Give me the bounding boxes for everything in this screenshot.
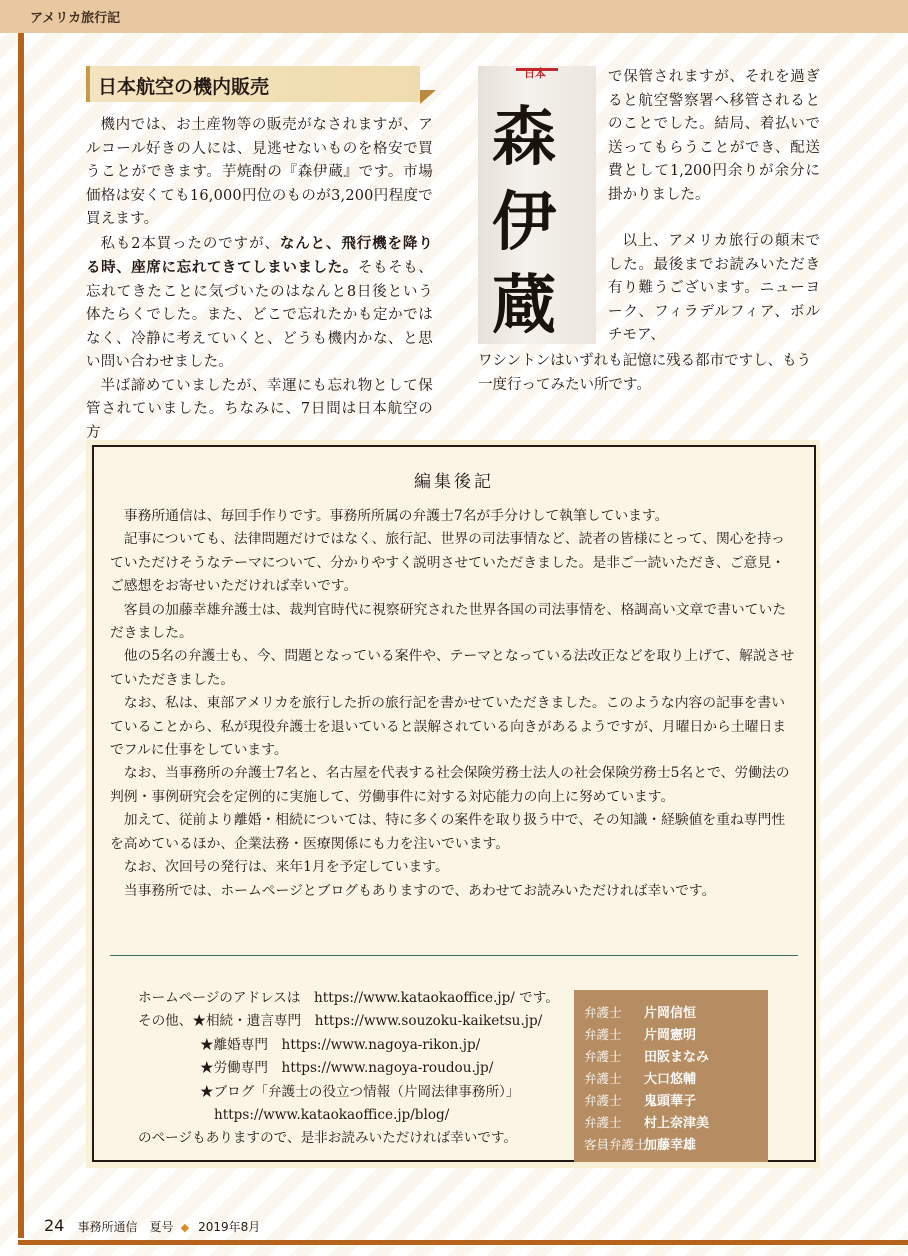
label-kanji-3: 蔵	[492, 268, 556, 343]
editorial-paragraph: 客員の加藤幸雄弁護士は、裁判官時代に視察研究された世界各国の司法事情を、格調高い文章で書いていただきました。	[110, 601, 787, 642]
editorial-paragraph: 加えて、従前より離婚・相続については、特に多くの案件を取り扱う中で、その知識・経験値を重ね専門性を高めているほか、企業法務・医療関係にも力を注いでいます。	[110, 812, 786, 852]
publication-name: 事務所通信 夏号	[77, 1220, 174, 1234]
article-heading	[86, 66, 420, 102]
homepage-link-line[interactable]: ホームページのアドレスは https://www.kataokaoffice.jp/ です。	[138, 990, 559, 1006]
roster-row	[584, 1024, 696, 1043]
issue-date: 2019年8月	[198, 1220, 261, 1234]
heading-ribbon-fold	[420, 90, 436, 104]
editorial-paragraph: なお、次回号の発行は、来年1月を予定しています。	[123, 859, 449, 876]
label-top-mark: 日本	[524, 67, 546, 80]
website-links	[138, 987, 578, 1151]
article-left-column	[86, 114, 433, 445]
roster-row	[584, 1002, 696, 1021]
label-kanji-1: 森	[492, 100, 556, 175]
text-run: 私も2本買ったのですが、	[100, 235, 280, 252]
roster-name: 片岡信恒	[644, 1006, 697, 1021]
paragraph: 半ば諦めていましたが、幸運にも忘れ物として保管されていました。ちなみに、7日間は日本航空の方	[86, 377, 433, 441]
roster-role: 客員弁護士	[584, 1137, 647, 1152]
paragraph: で保管されますが、それを過ぎると航空警察署へ移管されるとのことでした。結局、着払いで送ってもらうことができ、配送費として1,200円余りが余分に掛かりました。	[608, 69, 820, 203]
roster-name: 加藤幸雄	[644, 1138, 697, 1153]
page-footer	[44, 1216, 260, 1235]
roster-row	[584, 1090, 696, 1109]
editorial-paragraph: 当事務所では、ホームページとブログもありますので、あわせてお読みいただければ幸いです。	[123, 882, 716, 899]
page-number: 24	[44, 1216, 65, 1235]
editorial-box	[92, 445, 816, 1162]
roster-name: 鬼頭華子	[644, 1094, 697, 1109]
roster-role: 弁護士	[584, 1093, 622, 1108]
souzoku-link-line[interactable]: その他、★相続・遺言専門 https://www.souzoku-kaiketsu.jp/	[138, 1013, 543, 1030]
diamond-icon: ◆	[180, 1221, 190, 1234]
label-kanji-2: 伊	[492, 185, 556, 260]
roster-role: 弁護士	[584, 1115, 622, 1130]
roster-name: 大口悠輔	[644, 1072, 697, 1087]
bottom-accent-bar	[18, 1240, 908, 1245]
editorial-paragraph: なお、当事務所の弁護士7名と、名古屋を代表する社会保険労務士法人の社会保険労務士5名とで、労働法の判例・事例研究会を定例的に実施して、労働事件に対する対応能力の向上に努めています。	[110, 765, 790, 805]
roster-row	[584, 1112, 709, 1131]
series-title: アメリカ旅行記	[30, 11, 121, 26]
roudou-link-line[interactable]: ★労働専門 https://www.nagoya-roudou.jp/	[200, 1060, 494, 1077]
divider	[110, 955, 798, 956]
sake-bottle-label-photo	[478, 66, 596, 344]
article-right-column	[608, 66, 820, 348]
editorial-paragraph: 事務所通信は、毎回手作りです。事務所所属の弁護士7名が手分けして執筆しています。	[123, 508, 669, 524]
roster-role: 弁護士	[584, 1027, 622, 1042]
roster-row	[584, 1068, 696, 1087]
editorial-paragraph: 記事についても、法律問題だけではなく、旅行記、世界の司法事情など、読者の皆様にとって、関心を持っていただけそうなテーマについて、分かりやすく説明させていただきました。是非ご一読いただき、ご意見・ご感想をお寄せいただければ幸いです。	[110, 531, 785, 595]
header-bar	[0, 0, 908, 33]
lawyer-roster	[574, 990, 768, 1162]
left-accent-bar	[18, 33, 24, 1238]
rikon-link-line[interactable]: ★離婚専門 https://www.nagoya-rikon.jp/	[200, 1036, 481, 1053]
editorial-body	[110, 505, 798, 903]
roster-name: 田阪まなみ	[644, 1050, 710, 1065]
paragraph: 以上、アメリカ旅行の顛末でした。最後までお読みいただき有り難うございます。ニューヨーク、フィラデルフィア、ボルチモア、	[608, 233, 820, 343]
editorial-paragraph: 他の5名の弁護士も、今、問題となっている案件や、テーマとなっている法改正などを取り上げて、解説させていただきました。	[110, 648, 795, 688]
blog-title-line: ★ブログ「弁護士の役立つ情報（片岡法律事務所）」	[200, 1083, 520, 1100]
blog-link-line[interactable]: https://www.kataokaoffice.jp/blog/	[214, 1107, 450, 1124]
roster-row	[584, 1046, 709, 1065]
links-closing-line: のページもありますので、是非お読みいただければ幸いです。	[138, 1130, 517, 1147]
paragraph	[86, 232, 433, 375]
bold-text-run: なんと、飛行機を降りる時、座席に忘れてきてしまいました。	[86, 234, 434, 276]
roster-row	[584, 1134, 696, 1153]
roster-name: 村上奈津美	[644, 1116, 710, 1131]
text-run: そもそも、忘れてきたことに気づいたのはなんと8日後という体たらくでした。また、どこで忘れたかも定かではなく、冷静に考えていくと、どうも機内かな、と思い問い合わせました。	[86, 260, 433, 370]
editorial-title: 編集後記	[414, 472, 494, 492]
article-heading-text: 日本航空の機内販売	[98, 76, 270, 98]
editorial-paragraph: なお、私は、東部アメリカを旅行した折の旅行記を書かせていただきました。このような内容の記事を書いていることから、私が現役弁護士を退いていると誤解されている向きがあるようですが、月曜日から土曜日までフルに仕事をしています。	[110, 695, 787, 759]
roster-role: 弁護士	[584, 1071, 622, 1086]
paragraph: 機内では、お土産物等の販売がなされますが、アルコール好きの人には、見逃せないものを格安で買うことができます。芋焼酎の『森伊蔵』です。市場価格は安くても16,000円位のものが3,200円程度で買えます。	[86, 117, 433, 227]
roster-name: 片岡憲明	[644, 1028, 697, 1043]
roster-role: 弁護士	[584, 1005, 622, 1020]
roster-role: 弁護士	[584, 1049, 622, 1064]
article-right-continuation: ワシントンはいずれも記憶に残る都市ですし、もう一度行ってみたい所です。	[478, 353, 812, 393]
